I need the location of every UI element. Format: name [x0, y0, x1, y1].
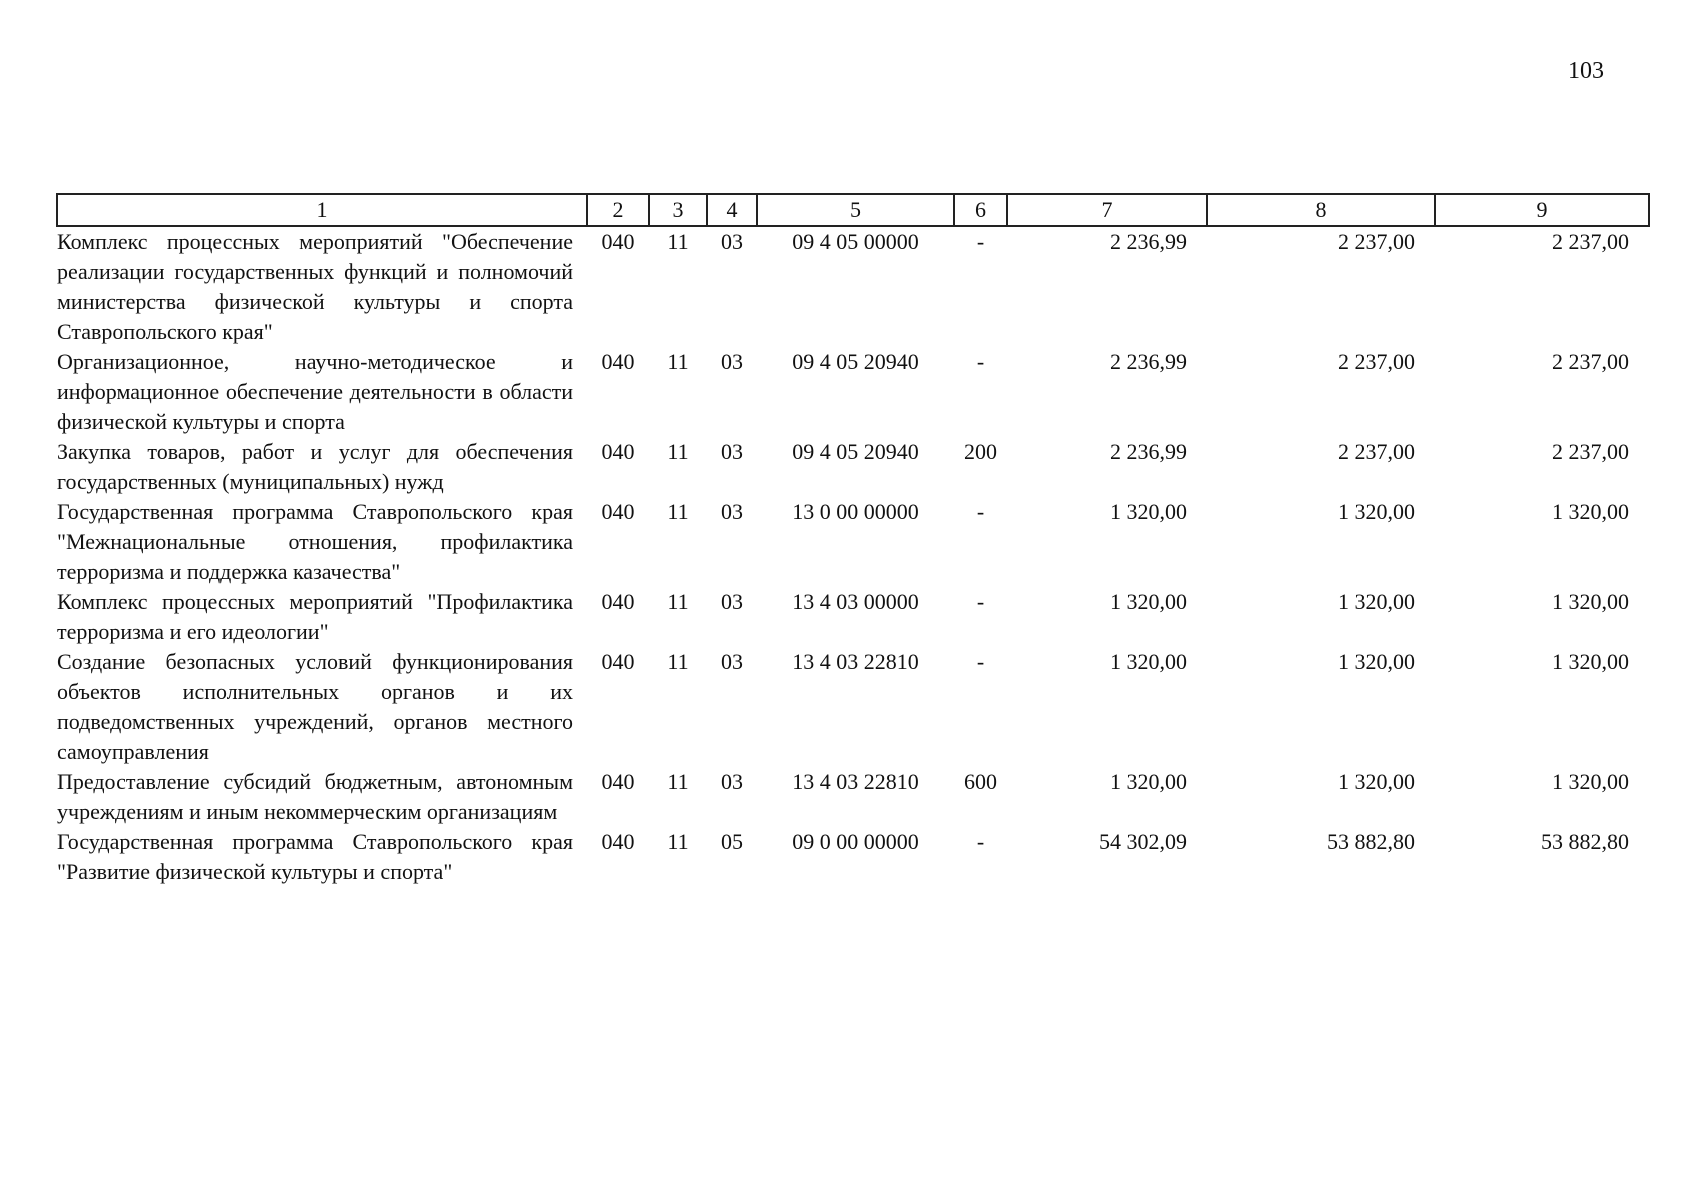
row-col-6: -: [976, 499, 985, 524]
header-col-4: 4: [707, 194, 757, 226]
row-col-6: -: [976, 589, 985, 614]
budget-table: [56, 193, 1650, 887]
row-col-4: 03: [721, 439, 743, 464]
row-col-8: 1 320,00: [1338, 649, 1415, 674]
header-col-1: 1: [57, 194, 587, 226]
row-col-3: 11: [667, 439, 689, 464]
row-col-3: 11: [667, 649, 689, 674]
row-col-7: 1 320,00: [1110, 769, 1187, 794]
row-col-5: 13 4 03 22810: [792, 769, 919, 794]
row-col-6: 200: [964, 439, 997, 464]
row-col-4: 03: [721, 499, 743, 524]
header-col-2: 2: [587, 194, 649, 226]
header-col-7: 7: [1007, 194, 1207, 226]
row-name: Закупка товаров, работ и услуг для обеспечения государственных (муниципальных) нужд: [57, 439, 573, 494]
row-col-3: 11: [667, 349, 689, 374]
row-col-3: 11: [667, 769, 689, 794]
row-col-9: 1 320,00: [1552, 499, 1629, 524]
row-col-9: 1 320,00: [1552, 589, 1629, 614]
row-col-2: 040: [601, 769, 635, 794]
row-col-5: 09 0 00 00000: [792, 829, 919, 854]
row-col-5: 13 4 03 00000: [792, 589, 919, 614]
row-col-8: 53 882,80: [1327, 829, 1415, 854]
page-number: 103: [1568, 58, 1604, 84]
row-col-5: 09 4 05 20940: [792, 439, 919, 464]
row-col-7: 1 320,00: [1110, 499, 1187, 524]
row-col-4: 05: [721, 829, 743, 854]
row-col-7: 1 320,00: [1110, 589, 1187, 614]
header-col-9: 9: [1435, 194, 1649, 226]
row-col-2: 040: [601, 439, 635, 464]
header-col-5: 5: [757, 194, 954, 226]
row-name: Создание безопасных условий функционирования объектов исполнительных органов и их подведомственных учреждений, органов местного самоуправления: [57, 649, 573, 764]
row-col-4: 03: [721, 589, 743, 614]
row-col-4: 03: [721, 229, 743, 254]
row-col-2: 040: [601, 349, 635, 374]
row-col-3: 11: [667, 829, 689, 854]
row-col-8: 1 320,00: [1338, 499, 1415, 524]
row-col-8: 2 237,00: [1338, 229, 1415, 254]
row-col-5: 13 4 03 22810: [792, 649, 919, 674]
row-col-8: 1 320,00: [1338, 769, 1415, 794]
row-col-2: 040: [601, 649, 635, 674]
row-name: Государственная программа Ставропольского края "Развитие физической культуры и спорта": [57, 829, 573, 884]
row-col-6: -: [976, 229, 985, 254]
row-col-7: 54 302,09: [1099, 829, 1187, 854]
row-col-2: 040: [601, 229, 635, 254]
row-col-5: 09 4 05 20940: [792, 349, 919, 374]
table-row: [57, 827, 1649, 887]
row-col-6: -: [976, 649, 985, 674]
table-row: [57, 437, 1649, 497]
table-row: [57, 647, 1649, 767]
header-col-8: 8: [1207, 194, 1435, 226]
row-col-2: 040: [601, 499, 635, 524]
row-col-7: 2 236,99: [1110, 349, 1187, 374]
row-col-3: 11: [667, 589, 689, 614]
row-name: Государственная программа Ставропольского края "Межнациональные отношения, профилактика терроризма и поддержка казачества": [57, 499, 573, 584]
row-col-8: 1 320,00: [1338, 589, 1415, 614]
row-col-6: -: [976, 349, 985, 374]
row-col-9: 2 237,00: [1552, 439, 1629, 464]
row-col-8: 2 237,00: [1338, 349, 1415, 374]
row-col-4: 03: [721, 349, 743, 374]
row-name: Предоставление субсидий бюджетным, автономным учреждениям и иным некоммерческим организациям: [57, 769, 573, 824]
row-col-5: 09 4 05 00000: [792, 229, 919, 254]
row-col-9: 53 882,80: [1541, 829, 1629, 854]
row-col-2: 040: [601, 589, 635, 614]
row-col-6: 600: [964, 769, 997, 794]
table-header: [57, 194, 1649, 226]
table-row: [57, 497, 1649, 587]
table-row: [57, 226, 1649, 347]
row-col-6: -: [976, 829, 985, 854]
row-col-2: 040: [601, 829, 635, 854]
row-name: Организационное, научно-методическое и информационное обеспечение деятельности в области физической культуры и спорта: [57, 349, 573, 434]
row-col-8: 2 237,00: [1338, 439, 1415, 464]
row-col-9: 1 320,00: [1552, 769, 1629, 794]
table-row: [57, 587, 1649, 647]
row-col-3: 11: [667, 499, 689, 524]
row-name: Комплекс процессных мероприятий "Профилактика терроризма и его идеологии": [57, 589, 573, 644]
row-col-4: 03: [721, 769, 743, 794]
row-col-9: 1 320,00: [1552, 649, 1629, 674]
row-col-7: 2 236,99: [1110, 439, 1187, 464]
row-col-9: 2 237,00: [1552, 229, 1629, 254]
row-name: Комплекс процессных мероприятий "Обеспечение реализации государственных функций и полномочий министерства физической культуры и спорта Ставропольского края": [57, 229, 573, 344]
row-col-9: 2 237,00: [1552, 349, 1629, 374]
row-col-3: 11: [667, 229, 689, 254]
table-row: [57, 347, 1649, 437]
row-col-7: 2 236,99: [1110, 229, 1187, 254]
row-col-4: 03: [721, 649, 743, 674]
table-row: [57, 767, 1649, 827]
row-col-5: 13 0 00 00000: [792, 499, 919, 524]
row-col-7: 1 320,00: [1110, 649, 1187, 674]
header-col-6: 6: [954, 194, 1007, 226]
header-col-3: 3: [649, 194, 707, 226]
